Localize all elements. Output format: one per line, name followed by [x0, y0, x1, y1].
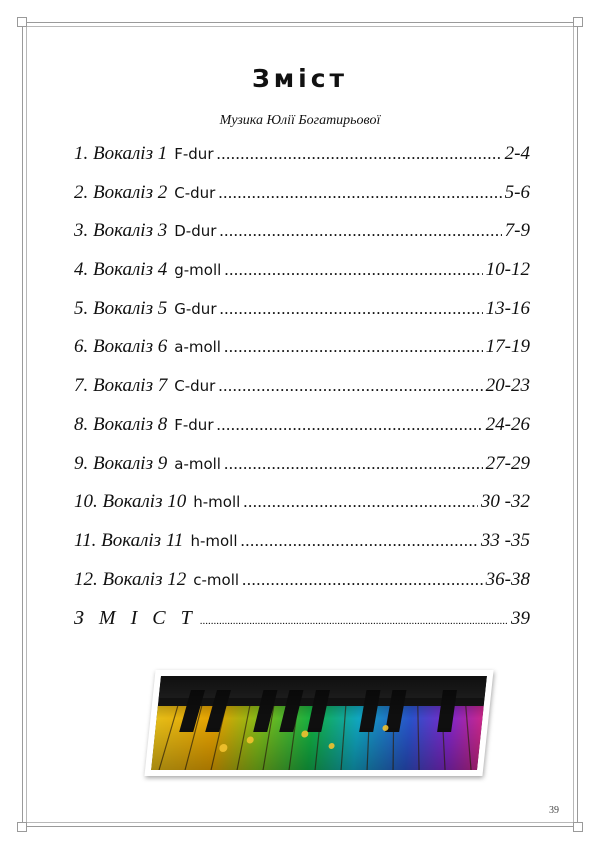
dot-leader	[218, 376, 482, 396]
entry-pages: 39	[511, 608, 530, 630]
dot-leader	[224, 337, 483, 357]
entry-key: F-dur	[174, 415, 214, 434]
entry-key: D-dur	[174, 222, 217, 241]
toc-entry[interactable]	[74, 259, 530, 298]
toc-entry[interactable]	[74, 530, 530, 569]
toc-entry[interactable]	[74, 336, 530, 375]
entry-pages: 2-4	[504, 143, 530, 164]
toc-entry[interactable]	[74, 298, 530, 337]
dot-leader	[243, 492, 478, 512]
entry-key: C-dur	[174, 377, 216, 396]
entry-key: F-dur	[174, 145, 214, 163]
toc-entry[interactable]	[74, 569, 530, 608]
border-corner-ornament	[573, 17, 583, 27]
entry-title: З М І С Т	[74, 607, 197, 630]
entry-title: 6. Вокаліз 6	[74, 336, 168, 358]
entry-pages: 7-9	[504, 220, 530, 242]
entry-pages: 24-26	[485, 413, 530, 435]
entry-pages: 30 -32	[480, 491, 530, 513]
entry-title: 9. Вокаліз 9	[74, 452, 168, 474]
entry-title: 11. Вокаліз 11	[74, 529, 184, 551]
dot-leader	[219, 299, 482, 319]
dot-leader	[224, 260, 482, 280]
entry-key: h-moll	[190, 531, 238, 550]
entry-title: 2. Вокаліз 2	[74, 181, 168, 203]
toc-entry[interactable]	[74, 491, 530, 530]
dot-leader	[200, 615, 508, 627]
entry-pages: 5-6	[504, 181, 530, 203]
entry-title: 8. Вокаліз 8	[74, 413, 168, 435]
entry-title: 1. Вокаліз 1	[74, 143, 168, 164]
entry-key: G-dur	[174, 299, 217, 318]
entry-title: 10. Вокаліз 10	[74, 491, 187, 513]
table-of-contents	[74, 143, 530, 646]
dot-leader	[218, 183, 501, 203]
entry-key: c-moll	[193, 570, 240, 589]
page-title: Зміст	[251, 64, 349, 93]
page-number: 39	[549, 805, 559, 816]
composer-subtitle: Музика Юлії Богатирьової	[219, 113, 381, 128]
border-corner-ornament	[573, 822, 583, 832]
entry-key: a-moll	[174, 338, 221, 357]
entry-pages: 20-23	[485, 375, 530, 397]
border-corner-ornament	[17, 822, 27, 832]
dot-leader	[217, 415, 483, 435]
entry-pages: 27-29	[485, 452, 530, 474]
entry-pages: 10-12	[485, 259, 530, 281]
toc-entry[interactable]	[74, 143, 530, 182]
toc-entry[interactable]	[74, 182, 530, 221]
dot-leader	[224, 454, 483, 474]
dot-leader	[217, 144, 502, 164]
dot-leader	[240, 531, 477, 551]
entry-key: C-dur	[174, 183, 216, 202]
entry-pages: 33 -35	[480, 529, 530, 551]
entry-key: g-moll	[174, 261, 222, 280]
entry-pages: 17-19	[485, 336, 530, 358]
border-corner-ornament	[17, 17, 27, 27]
dot-leader	[219, 221, 501, 241]
entry-key: a-moll	[174, 454, 221, 473]
entry-title: 4. Вокаліз 4	[74, 259, 168, 281]
toc-entry[interactable]	[74, 453, 530, 492]
toc-entry[interactable]	[74, 375, 530, 414]
toc-entry-contents[interactable]	[74, 607, 530, 646]
entry-title: 7. Вокаліз 7	[74, 375, 168, 397]
dot-leader	[242, 570, 483, 590]
entry-pages: 36-38	[485, 568, 530, 590]
entry-title: 3. Вокаліз 3	[74, 220, 168, 242]
rainbow-piano-keys-photo	[144, 670, 493, 776]
entry-pages: 13-16	[485, 297, 530, 319]
toc-entry[interactable]	[74, 220, 530, 259]
toc-entry[interactable]	[74, 414, 530, 453]
entry-title: 5. Вокаліз 5	[74, 297, 168, 319]
entry-key: h-moll	[193, 493, 241, 512]
entry-title: 12. Вокаліз 12	[74, 568, 187, 590]
